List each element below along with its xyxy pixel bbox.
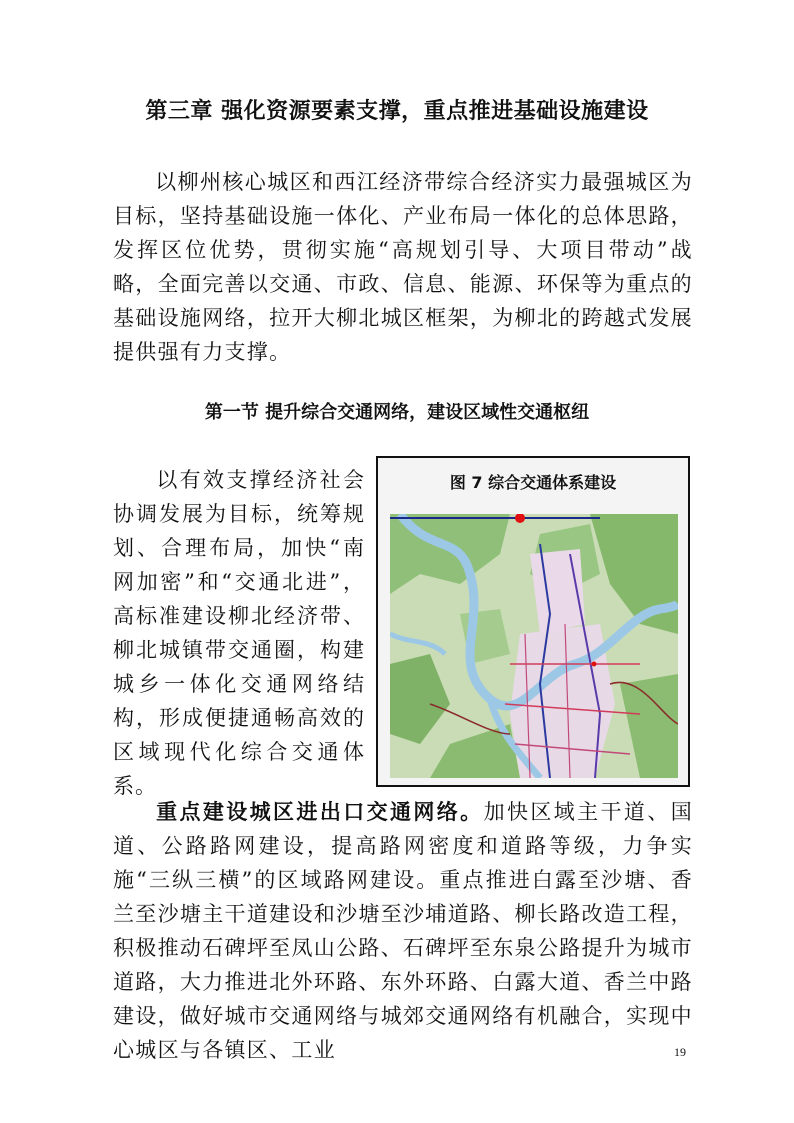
section-title: 第一节 提升综合交通网络，建设区域性交通枢纽 — [204, 402, 590, 423]
key-paragraph-body: 加快区域主干道、国道、公路路网建设，提高路网密度和道路等级，力争实施“三纵三横”的区域路网建设。重点推进白露至沙塘、香兰至沙塘主干道建设和沙塘至沙埔道路、柳长路改造工程，积极推动石碑坪至凤山公路、石碑坪至东泉公路提升为城市道路，大力推进北外环路、东外环路、白露大道、香兰中路建设，做好城市交通网络与城郊交通网络有机融合，实现中心城区与各镇区、工业 — [113, 800, 694, 1062]
chapter-intro-paragraph — [113, 165, 693, 369]
figure-box — [376, 456, 690, 787]
section-body-paragraph — [113, 463, 365, 803]
chapter-title: 第三章 强化资源要素支撑，重点推进基础设施建设 — [145, 99, 649, 124]
chapter-intro-text: 以柳州核心城区和西江经济带综合经济实力最强城区为目标，坚持基础设施一体化、产业布局一体化的总体思路，发挥区位优势，贯彻实施“高规划引导、大项目带动”战略，全面完善以交通、市政、信息、能源、环保等为重点的基础设施网络，拉开大柳北城区框架，为柳北的跨越式发展提供强有力支撑。 — [113, 170, 693, 364]
page-number: 19 — [674, 1045, 686, 1059]
regional-transport-map-icon — [390, 514, 678, 778]
figure-caption: 图 7 综合交通体系建设 — [449, 473, 617, 492]
section-body-text: 以有效支撑经济社会协调发展为目标，统筹规划、合理布局，加快“南网加密”和“交通北进”，高标准建设柳北经济带、柳北城镇带交通圈，构建城乡一体化交通网络结构，形成便捷通畅高效的区域现代化综合交通体系。 — [113, 468, 365, 798]
key-paragraph-lead: 重点建设城区进出口交通网络。 — [155, 800, 484, 824]
key-paragraph — [113, 795, 693, 1067]
